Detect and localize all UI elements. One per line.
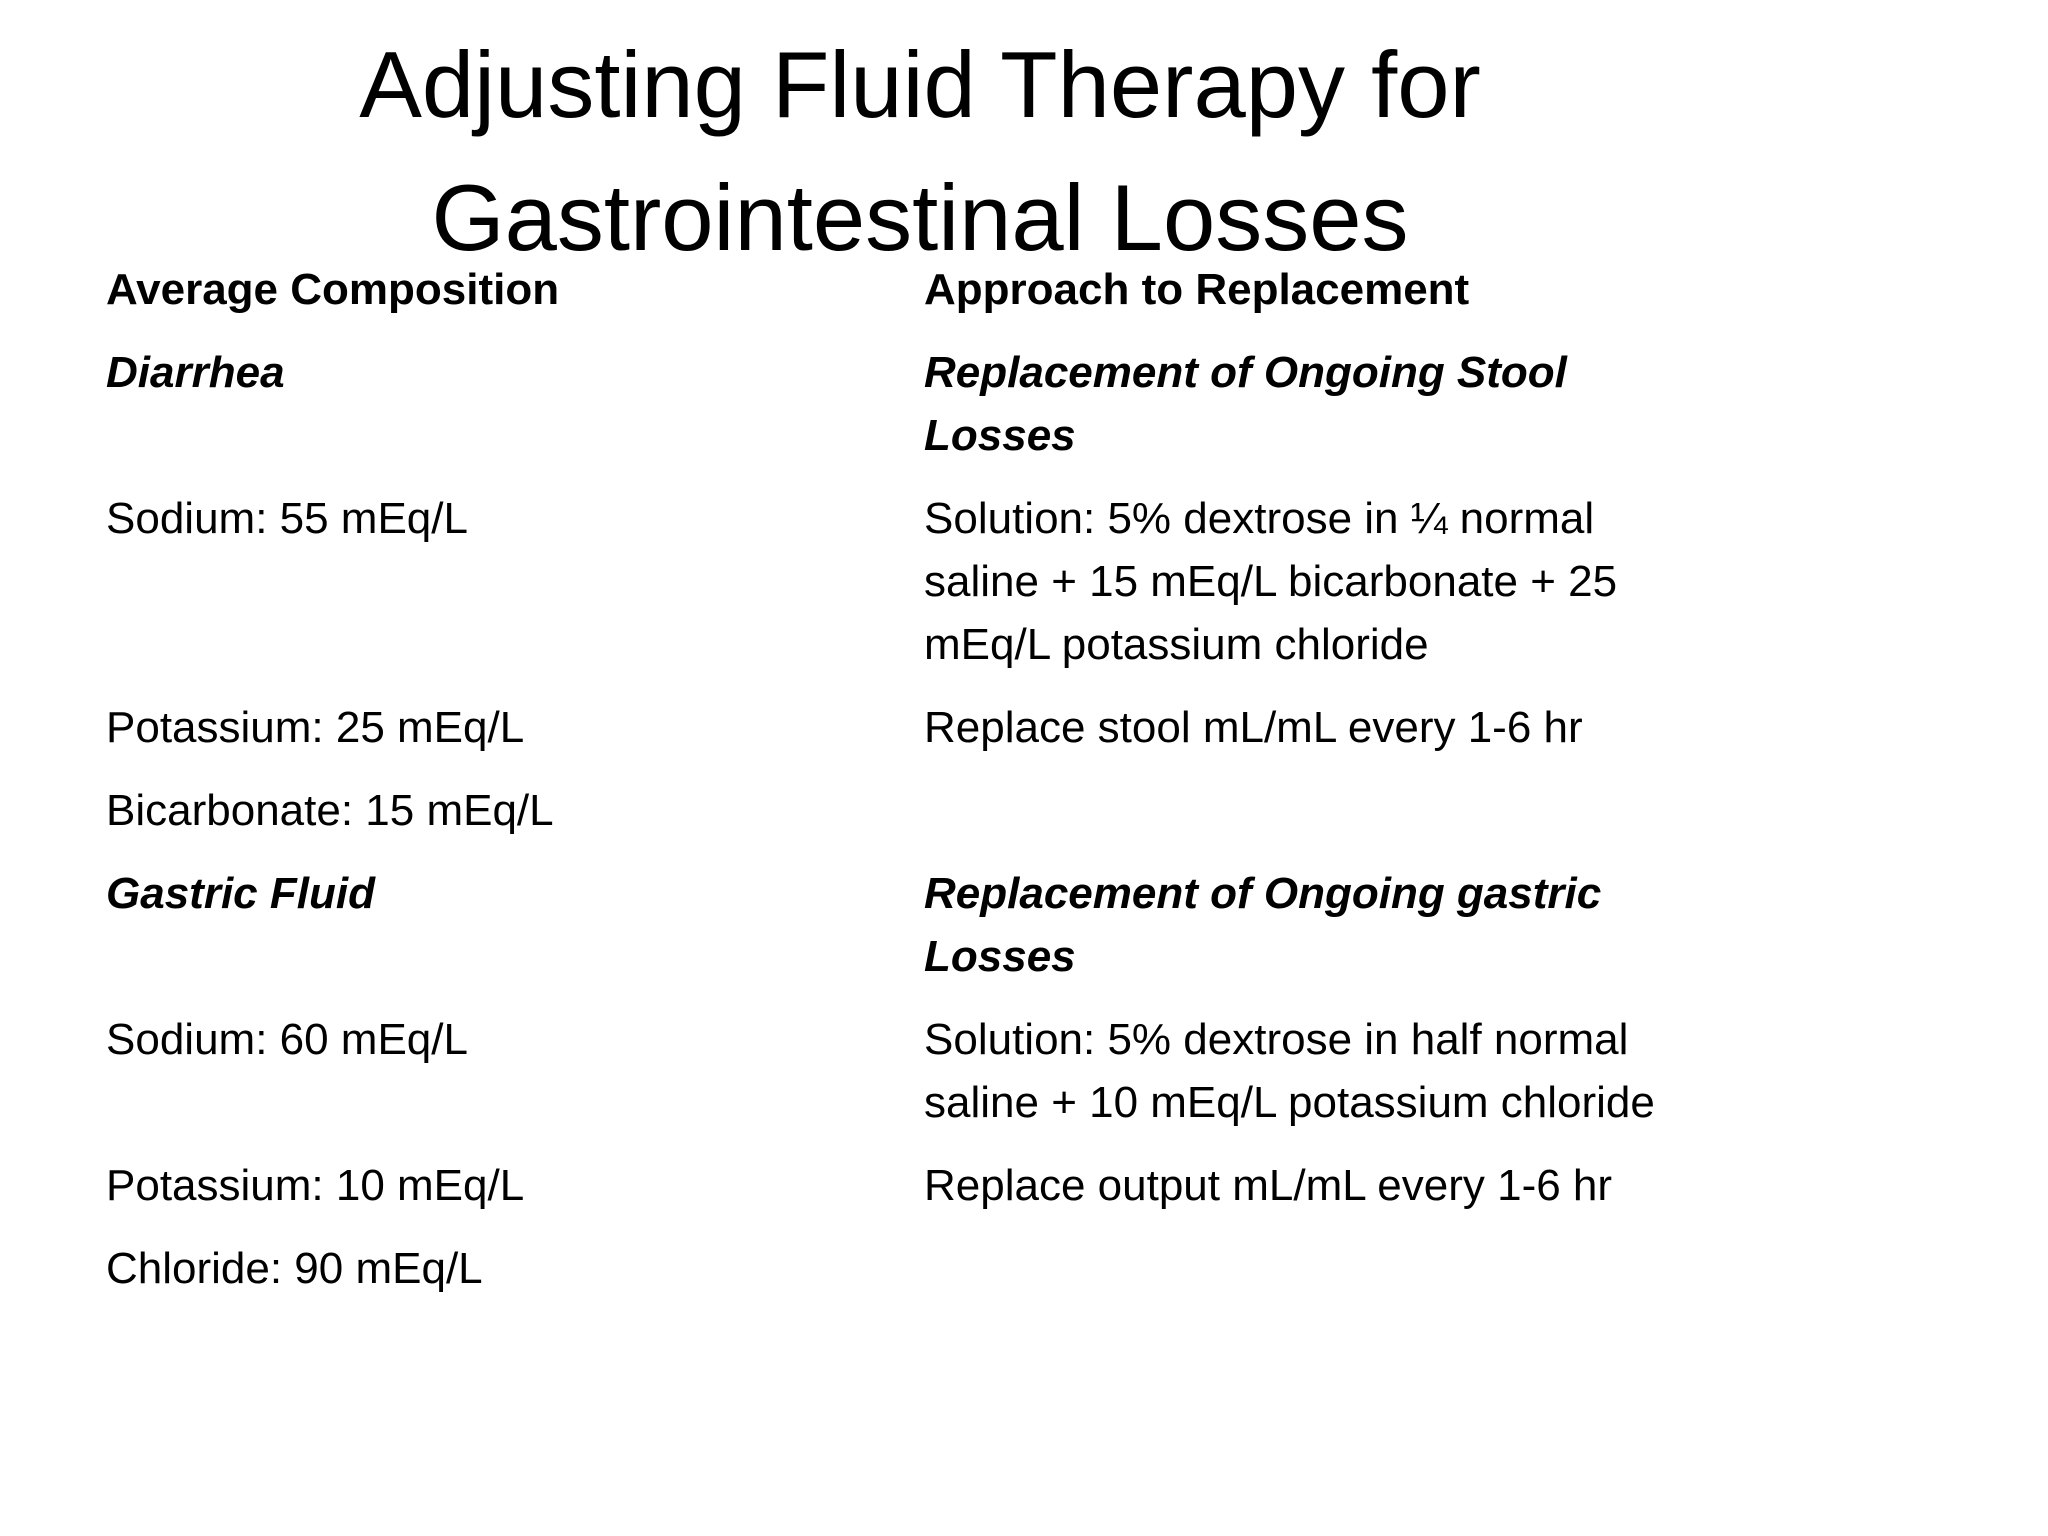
gastric-replacement-solution: Solution: 5% dextrose in half normal saline + 10 mEq/L potassium chloride — [924, 1015, 1655, 1127]
diarrhea-bicarbonate: Bicarbonate: 15 mEq/L — [106, 786, 554, 835]
table-row — [106, 487, 1746, 676]
section-label-gastric-replacement: Replacement of Ongoing gastric Losses — [924, 869, 1602, 981]
section-label-diarrhea: Diarrhea — [106, 348, 285, 397]
gastric-potassium: Potassium: 10 mEq/L — [106, 1161, 525, 1210]
slide-title-line-1: Adjusting Fluid Therapy for — [359, 32, 1481, 137]
gastric-sodium: Sodium: 60 mEq/L — [106, 1015, 468, 1064]
slide-title — [100, 18, 1740, 284]
empty-cell — [924, 1237, 1684, 1300]
stool-replacement-solution: Solution: 5% dextrose in ¼ normal saline + 15 mEq/L bicarbonate + 25 mEq/L potassium chloride — [924, 494, 1618, 669]
section-label-gastric-fluid: Gastric Fluid — [106, 869, 375, 918]
table-row — [106, 1154, 1746, 1217]
table-row — [106, 341, 1746, 467]
table-row — [106, 696, 1746, 759]
empty-cell — [924, 779, 1684, 842]
gastric-chloride: Chloride: 90 mEq/L — [106, 1244, 483, 1293]
slide-title-line-2: Gastrointestinal Losses — [431, 165, 1409, 270]
diarrhea-potassium: Potassium: 25 mEq/L — [106, 703, 525, 752]
table-header-row — [106, 258, 1746, 321]
stool-replacement-rate: Replace stool mL/mL every 1-6 hr — [924, 703, 1583, 752]
header-approach-to-replacement: Approach to Replacement — [924, 265, 1470, 314]
table-row — [106, 779, 1746, 842]
header-average-composition: Average Composition — [106, 265, 560, 314]
gastric-replacement-rate: Replace output mL/mL every 1-6 hr — [924, 1161, 1613, 1210]
table-row — [106, 1237, 1746, 1300]
section-label-stool-replacement: Replacement of Ongoing Stool Losses — [924, 348, 1567, 460]
diarrhea-sodium: Sodium: 55 mEq/L — [106, 494, 468, 543]
table-row — [106, 1008, 1746, 1134]
composition-table — [106, 258, 1746, 1320]
table-row — [106, 862, 1746, 988]
